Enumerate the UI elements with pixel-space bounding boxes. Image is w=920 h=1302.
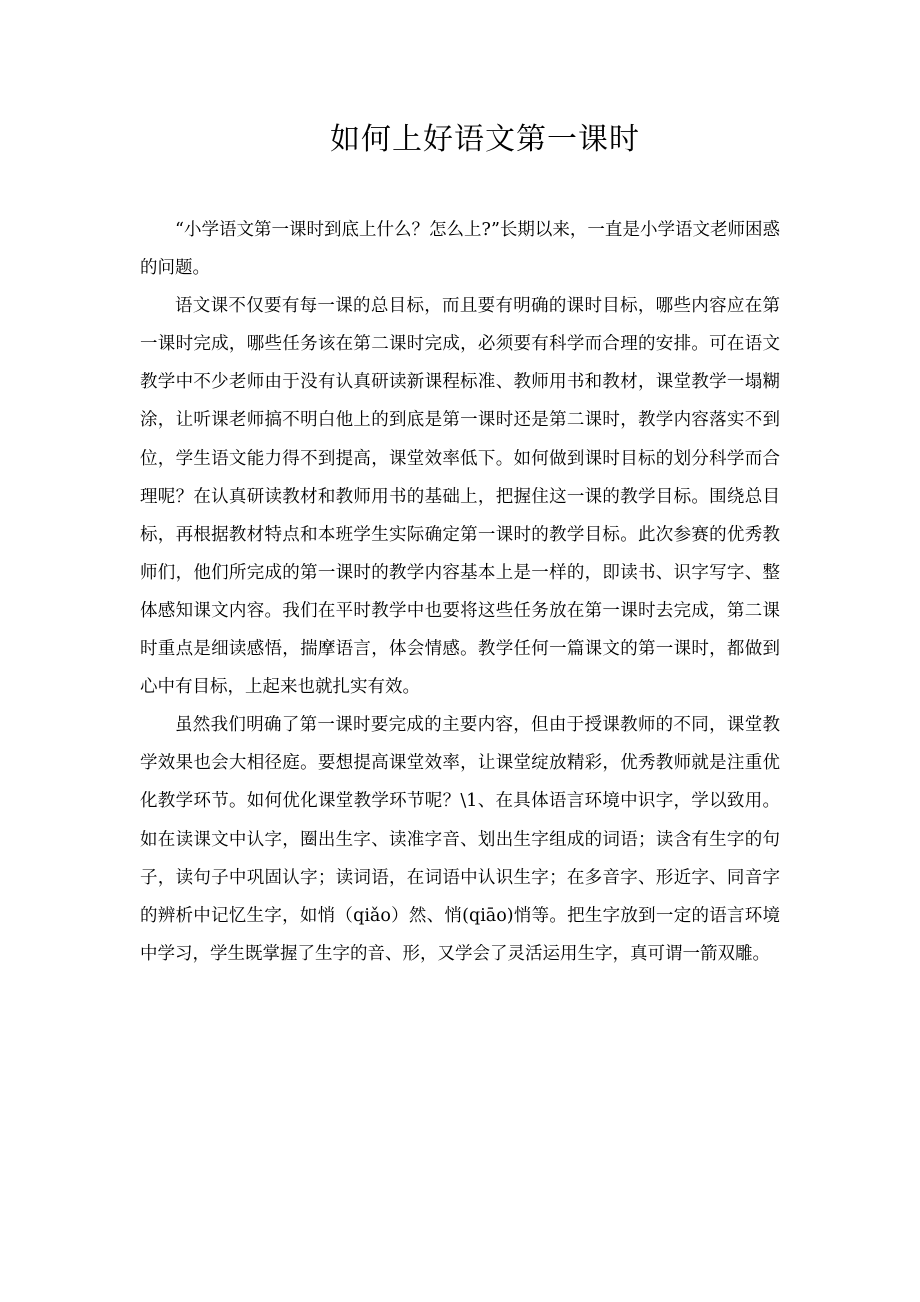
paragraph-1: “小学语文第一课时到底上什么？怎么上?”长期以来，一直是小学语文老师困惑的问题。	[140, 220, 780, 279]
paragraph-3: 虽然我们明确了第一课时要完成的主要内容，但由于授课教师的不同，课堂教学效果也会大相径庭。要想提高课堂效率，让课堂绽放精彩，优秀教师就是注重优化教学环节。如何优化课堂教学环节呢？\1、在具体语言环境中识字，学以致用。如在读课文中认字，圈出生字、读准字音、划出生字组成的词语；读含有生字的句子，读句子中巩固认字；读词语，在词语中认识生字；在多音字、形近字、同音字的辨析中记忆生字，如悄（qiǎo）然、悄(qiāo)悄等。把生字放到一定的语言环境中学习，学生既掌握了生字的音、形，又学会了灵活运用生字，真可谓一箭双雕。	[140, 715, 780, 964]
document-title: 如何上好语文第一课时	[330, 122, 640, 157]
document-body	[140, 211, 780, 973]
paragraph-2: 语文课不仅要有每一课的总目标，而且要有明确的课时目标，哪些内容应在第一课时完成，哪些任务该在第二课时完成，必须要有科学而合理的安排。可在语文教学中不少老师由于没有认真研读新课程标准、教师用书和教材，课堂教学一塌糊涂，让听课老师搞不明白他上的到底是第一课时还是第二课时，教学内容落实不到位，学生语文能力得不到提高，课堂效率低下。如何做到课时目标的划分科学而合理呢？在认真研读教材和教师用书的基础上，把握住这一课的教学目标。围绕总目标，再根据教材特点和本班学生实际确定第一课时的教学目标。此次参赛的优秀教师们，他们所完成的第一课时的教学内容基本上是一样的，即读书、识字写字、整体感知课文内容。我们在平时教学中也要将这些任务放在第一课时去完成，第二课时重点是细读感悟，揣摩语言，体会情感。教学任何一篇课文的第一课时，都做到心中有目标，上起来也就扎实有效。	[140, 296, 780, 698]
